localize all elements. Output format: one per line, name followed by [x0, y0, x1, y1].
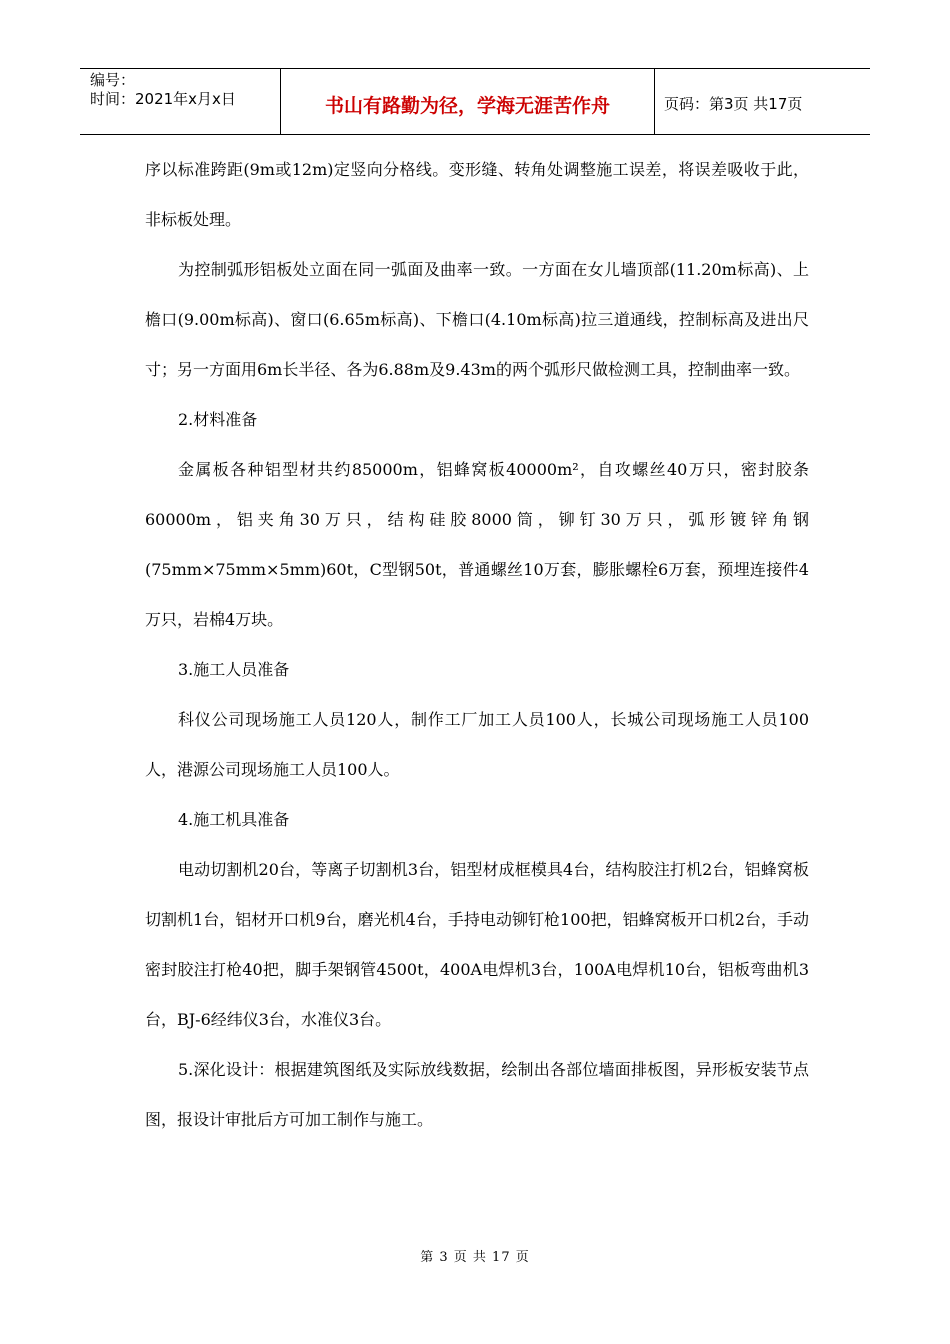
page-header — [80, 68, 870, 135]
document-date: 时间：2021年x月x日 — [90, 90, 236, 108]
section-heading-machinery: 4.施工机具准备 — [178, 810, 290, 829]
section-heading-materials: 2.材料准备 — [178, 410, 258, 429]
document-number-label: 编号： — [90, 71, 136, 89]
header-motto: 书山有路勤为径，学海无涯苦作舟 — [281, 69, 655, 134]
paragraph-personnel: 科仪公司现场施工人员120人，制作工厂加工人员100人，长城公司现场施工人员100人，港源公司现场施工人员100人。 — [145, 710, 809, 779]
section-heading-personnel: 3.施工人员准备 — [178, 660, 290, 679]
header-meta — [80, 69, 281, 134]
paragraph-detailed-design: 5.深化设计：根据建筑图纸及实际放线数据，绘制出各部位墙面排板图，异形板安装节点图，报设计审批后方可加工制作与施工。 — [145, 1060, 809, 1129]
paragraph-arc-control: 为控制弧形铝板处立面在同一弧面及曲率一致。一方面在女儿墙顶部(11.20m标高)、上檐口(9.00m标高)、窗口(6.65m标高)、下檐口(4.10m标高)拉三道通线，控制标高及进出尺寸；另一方面用6m长半径、各为6.88m及9.43m的两个弧形尺做检测工具，控制曲率一致。 — [145, 260, 809, 379]
paragraph-machinery: 电动切割机20台，等离子切割机3台，铝型材成框模具4台，结构胶注打机2台，铝蜂窝板切割机1台，铝材开口机9台，磨光机4台，手持电动铆钉枪100把，铝蜂窝板开口机2台，手动密封胶注打枪40把，脚手架钢管4500t，400A电焊机3台，100A电焊机10台，铝板弯曲机3台，BJ-6经纬仪3台，水准仪3台。 — [145, 860, 809, 1029]
header-page-info: 页码：第3页 共17页 — [664, 95, 803, 113]
document-body — [145, 145, 809, 1145]
page-footer: 第 3 页 共 17 页 — [420, 1250, 530, 1265]
paragraph-materials: 金属板各种铝型材共约85000m，铝蜂窝板40000m²，自攻螺丝40万只，密封胶条60000m，铝夹角30万只，结构硅胶8000筒，铆钉30万只，弧形镀锌角钢(75mm×75mm×5mm)60t，C型钢50t，普通螺丝10万套，膨胀螺栓6万套，预埋连接件4万只，岩棉4万块。 — [145, 460, 809, 629]
paragraph-continuation: 序以标准跨距(9m或12m)定竖向分格线。变形缝、转角处调整施工误差，将误差吸收于此，非标板处理。 — [145, 160, 809, 229]
